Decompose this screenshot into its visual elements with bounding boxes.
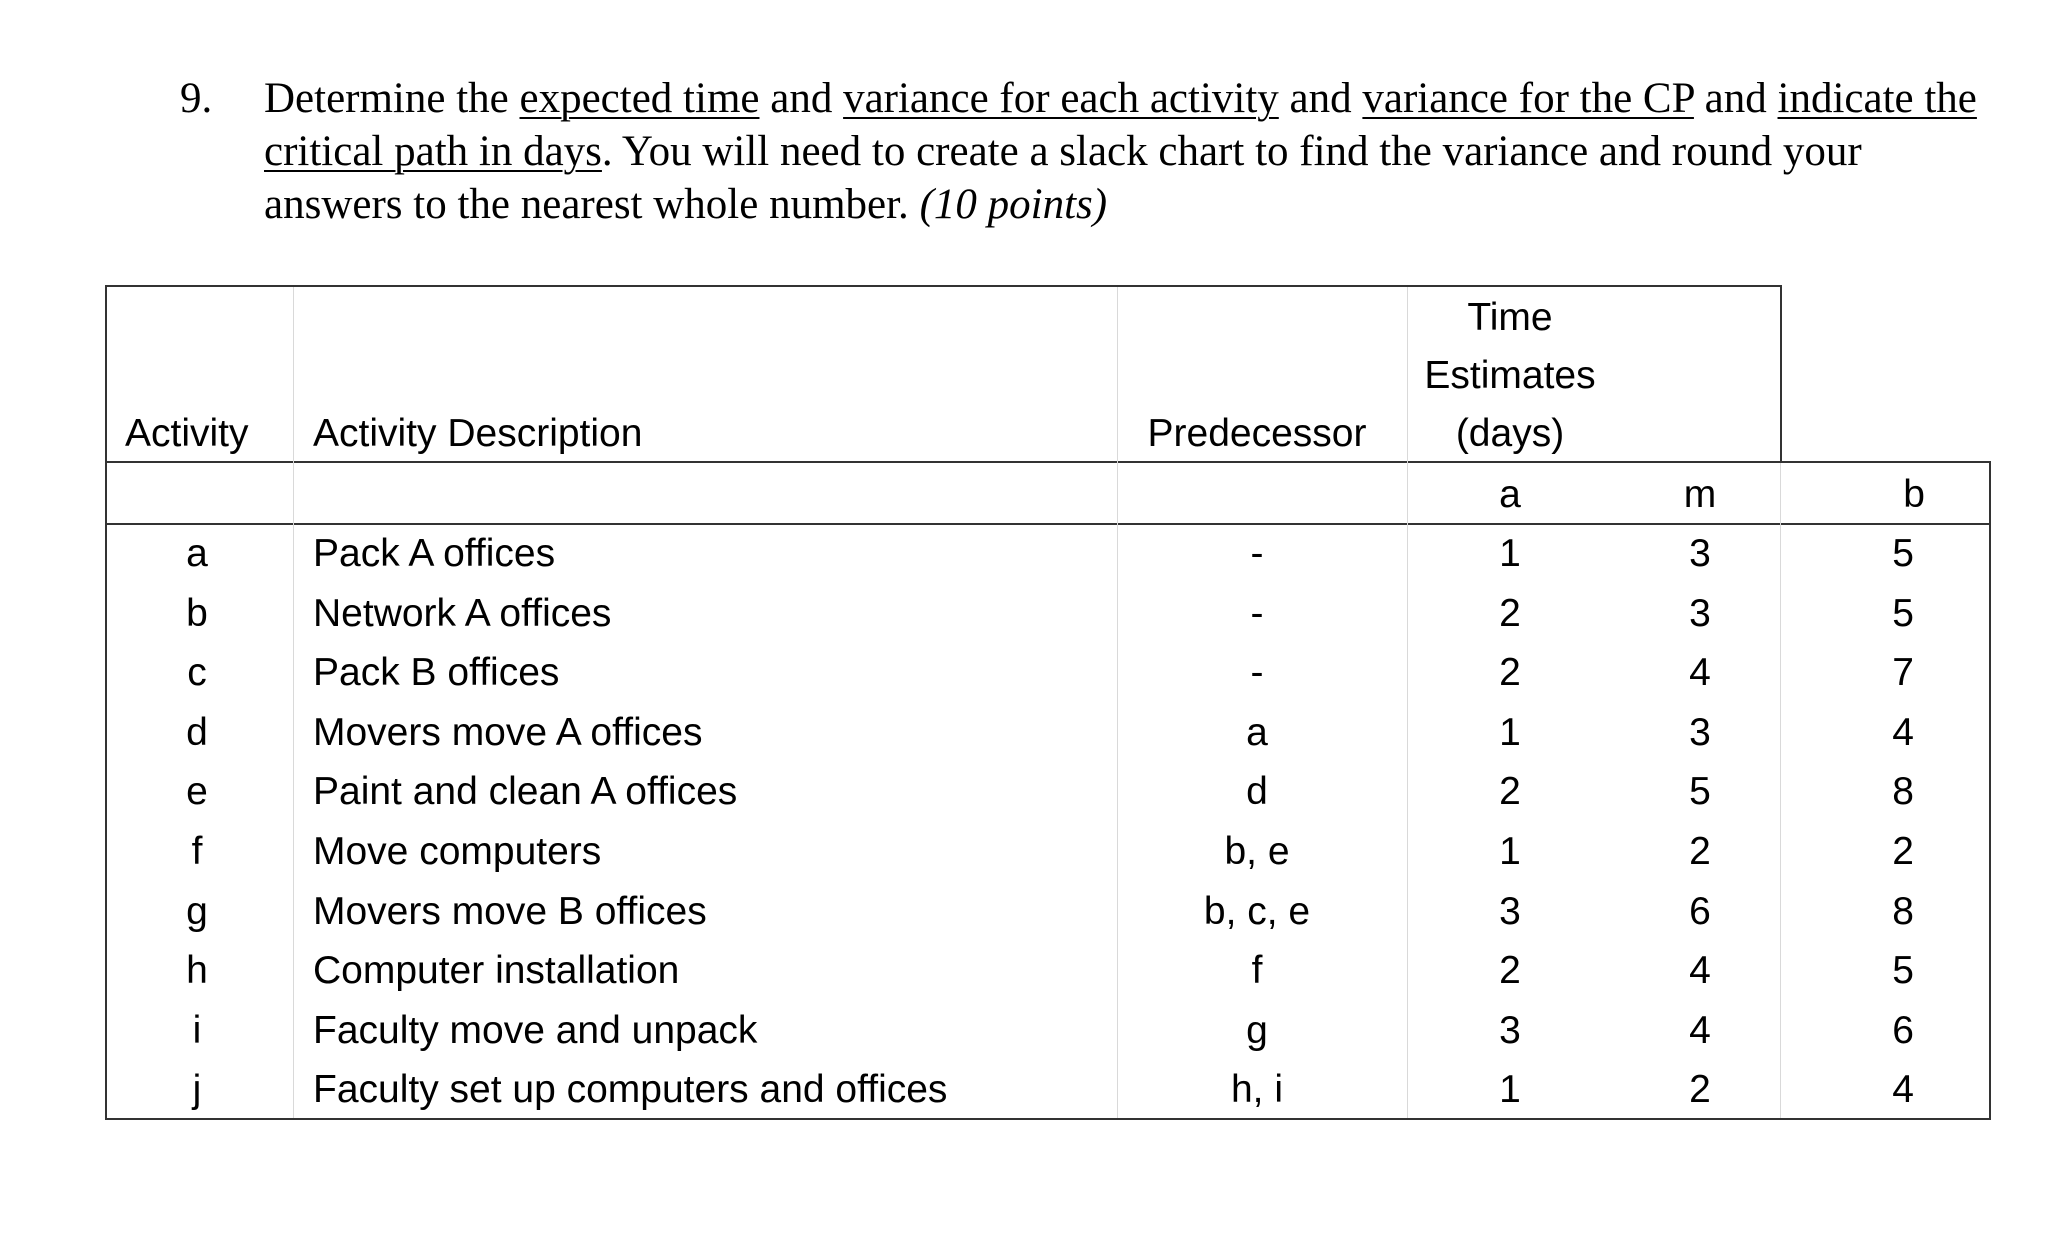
predecessor-cell: g (1246, 1009, 1268, 1052)
activity-cell: g (186, 890, 208, 933)
activity-cell: f (191, 830, 203, 873)
question-points: (10 points) (919, 181, 1108, 228)
activity-cell: i (192, 1009, 202, 1052)
col-divider-1 (293, 287, 294, 1118)
description-cell: Movers move A offices (313, 711, 703, 754)
table-border-time-right (1780, 285, 1782, 463)
underlined-expected-time: expected time (519, 75, 760, 122)
activity-cell: j (192, 1068, 202, 1111)
estimate-a-cell: 3 (1499, 890, 1521, 933)
question-connector-2: and (1278, 75, 1363, 122)
question-connector-1: and (759, 75, 844, 122)
predecessor-cell: b, c, e (1203, 890, 1311, 933)
estimate-a-cell: 1 (1499, 711, 1521, 754)
description-cell: Pack A offices (313, 532, 556, 575)
estimate-a-cell: 2 (1499, 592, 1521, 635)
description-cell: Network A offices (313, 592, 612, 635)
col-divider-3 (1407, 287, 1408, 1118)
time-header-line2: Estimates (1424, 354, 1596, 397)
table-border-top (105, 285, 1782, 287)
estimate-b-cell: 2 (1892, 830, 1914, 873)
underlined-variance-activity: variance for each activity (843, 75, 1279, 122)
question-connector-3: and (1693, 75, 1778, 122)
estimate-b-cell: 8 (1892, 770, 1914, 813)
predecessor-cell: h, i (1230, 1068, 1284, 1111)
activity-cell: h (186, 949, 208, 992)
col-divider-2 (1117, 287, 1118, 1118)
predecessor-cell: b, e (1224, 830, 1290, 873)
predecessor-cell: - (1250, 651, 1264, 694)
description-cell: Move computers (313, 830, 602, 873)
estimate-b-cell: 4 (1892, 711, 1914, 754)
col-divider-4 (1780, 463, 1781, 1118)
estimate-a-cell: 3 (1499, 1009, 1521, 1052)
estimate-b-cell: 5 (1892, 949, 1914, 992)
estimate-a-cell: 1 (1499, 532, 1521, 575)
underlined-variance-cp: variance for the CP (1362, 75, 1694, 122)
estimate-m-header: m (1683, 473, 1717, 516)
activity-header: Activity (125, 412, 249, 455)
estimate-b-cell: 4 (1892, 1068, 1914, 1111)
description-cell: Movers move B offices (313, 890, 707, 933)
estimate-b-cell: 8 (1892, 890, 1914, 933)
estimate-b-cell: 6 (1892, 1009, 1914, 1052)
question-intro: Determine the (264, 75, 520, 122)
question-number: 9. (180, 75, 213, 122)
predecessor-cell: d (1246, 770, 1268, 813)
estimate-m-cell: 3 (1689, 532, 1711, 575)
table-border-bottom (105, 1118, 1991, 1120)
description-cell: Paint and clean A offices (313, 770, 738, 813)
activity-cell: b (186, 592, 208, 635)
activity-cell: d (186, 711, 208, 754)
question-instructions: . You will need to create a slack chart to find the variance and round your answers to the nearest whole number. (264, 128, 1862, 228)
predecessor-cell: f (1251, 949, 1263, 992)
estimate-b-cell: 5 (1892, 532, 1914, 575)
description-cell: Pack B offices (313, 651, 560, 694)
table-subheader-divider (105, 523, 1991, 525)
activity-cell: c (187, 651, 207, 694)
predecessor-header: Predecessor (1147, 412, 1367, 455)
estimate-m-cell: 5 (1689, 770, 1711, 813)
predecessor-cell: a (1246, 711, 1268, 754)
description-cell: Faculty move and unpack (313, 1009, 758, 1052)
estimate-b-header: b (1903, 473, 1925, 516)
estimate-m-cell: 4 (1689, 949, 1711, 992)
predecessor-cell: - (1250, 532, 1264, 575)
description-header: Activity Description (313, 412, 643, 455)
estimate-m-cell: 4 (1689, 1009, 1711, 1052)
estimate-a-cell: 1 (1499, 830, 1521, 873)
table-border-left (105, 285, 107, 1120)
estimate-m-cell: 4 (1689, 651, 1711, 694)
predecessor-cell: - (1250, 592, 1264, 635)
estimate-a-header: a (1499, 473, 1521, 516)
table-header-divider (105, 461, 1991, 463)
estimate-a-cell: 2 (1499, 770, 1521, 813)
table-border-right (1989, 461, 1991, 1120)
estimate-b-cell: 5 (1892, 592, 1914, 635)
estimate-b-cell: 7 (1892, 651, 1914, 694)
estimate-m-cell: 2 (1689, 830, 1711, 873)
estimate-m-cell: 6 (1689, 890, 1711, 933)
estimate-m-cell: 3 (1689, 592, 1711, 635)
time-header-line1: Time (1467, 296, 1553, 339)
time-header-line3: (days) (1455, 412, 1565, 455)
estimate-a-cell: 1 (1499, 1068, 1521, 1111)
underlined-critical-path: indicate the critical path in days (264, 75, 1977, 175)
estimate-a-cell: 2 (1499, 651, 1521, 694)
estimate-m-cell: 2 (1689, 1068, 1711, 1111)
estimate-m-cell: 3 (1689, 711, 1711, 754)
description-cell: Faculty set up computers and offices (313, 1068, 948, 1111)
estimate-a-cell: 2 (1499, 949, 1521, 992)
activity-cell: a (186, 532, 208, 575)
activity-cell: e (186, 770, 208, 813)
description-cell: Computer installation (313, 949, 680, 992)
